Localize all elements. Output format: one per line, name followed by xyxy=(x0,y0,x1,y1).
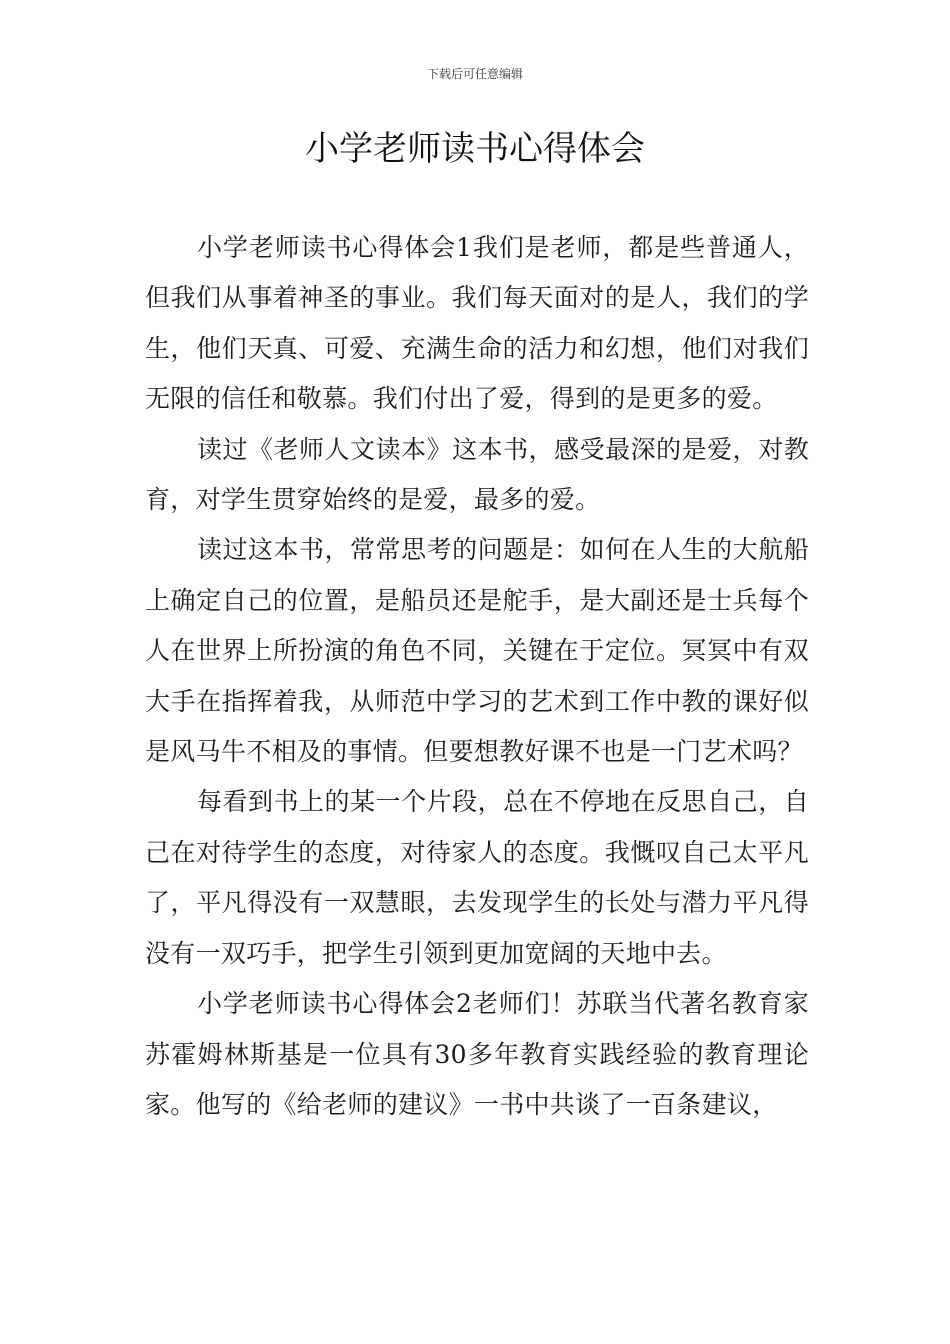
paragraph-5: 小学老师读书心得体会2老师们！苏联当代著名教育家苏霍姆林斯基是一位具有30多年教育实践经验的教育理论家。他写的《给老师的建议》一书中共谈了一百条建议， xyxy=(145,989,809,1119)
paragraph-4: 每看到书上的某一个片段，总在不停地在反思自己，自己在对待学生的态度，对待家人的态度。我慨叹自己太平凡了，平凡得没有一双慧眼，去发现学生的长处与潜力平凡得没有一双巧手，把学生引领到更加宽阔的天地中去。 xyxy=(145,787,809,968)
document-title: 小学老师读书心得体会 xyxy=(305,129,645,169)
paragraph-2: 读过《老师人文读本》这本书，感受最深的是爱，对教育，对学生贯穿始终的是爱，最多的爱。 xyxy=(145,434,809,515)
document-body xyxy=(145,223,809,1130)
paragraph-3: 读过这本书，常常思考的问题是：如何在人生的大航船上确定自己的位置，是船员还是舵手，是大副还是士兵每个人在世界上所扮演的角色不同，关键在于定位。冥冥中有双大手在指挥着我，从师范中学习的艺术到工作中教的课好似是风马牛不相及的事情。但要想教好课不也是一门艺术吗？ xyxy=(145,535,809,767)
page-header-note: 下载后可任意编辑 xyxy=(426,67,523,81)
paragraph-1: 小学老师读书心得体会1我们是老师，都是些普通人，但我们从事着神圣的事业。我们每天面对的是人，我们的学生，他们天真、可爱、充满生命的活力和幻想，他们对我们无限的信任和敬慕。我们付出了爱，得到的是更多的爱。 xyxy=(145,233,809,414)
